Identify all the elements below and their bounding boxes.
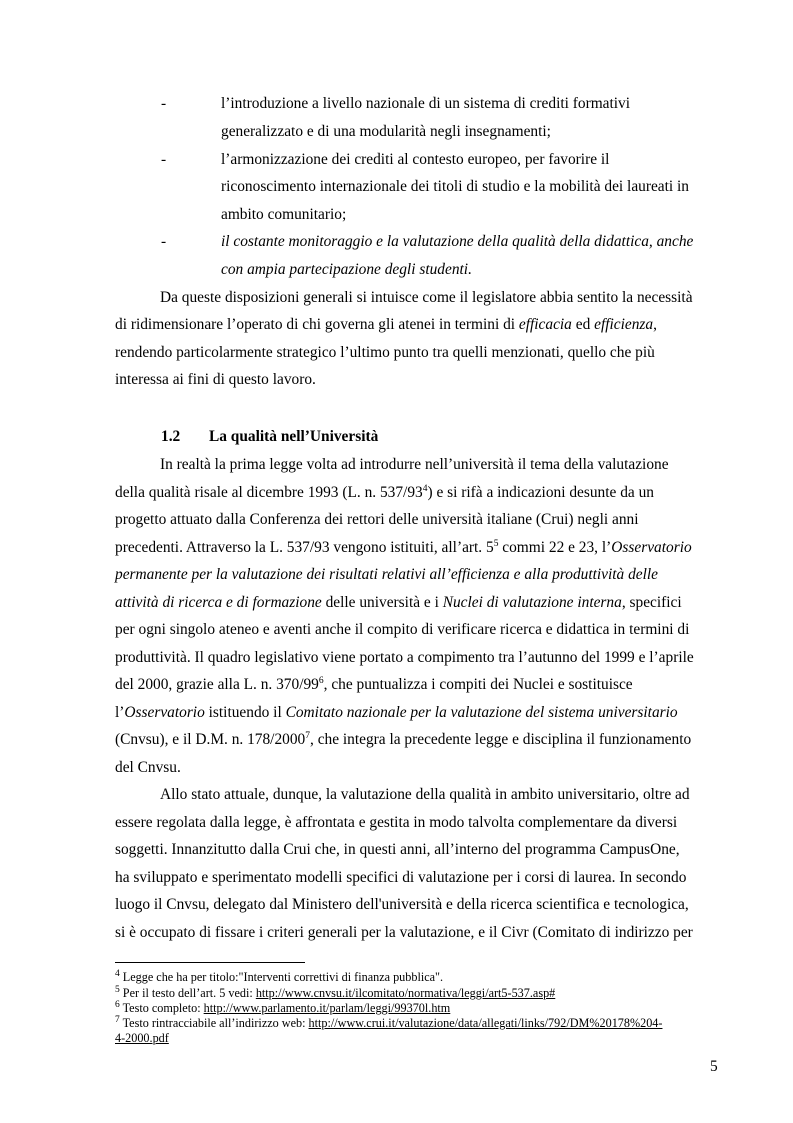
p2-line-10: l’Osservatorio istituendo il Comitato nazionale per la valutazione del sistema universitario xyxy=(115,704,678,721)
p2-line-12: del Cnvsu. xyxy=(115,759,181,776)
footnote-ref-5: 5 xyxy=(493,538,499,549)
bullet-2-line-1: l’armonizzazione dei crediti al contesto europeo, per favorire il xyxy=(221,151,610,168)
p2-line-3: progetto attuato dalla Conferenza dei rettori delle università italiane (Crui) negli anni xyxy=(115,511,639,528)
footnote-7: $^7$ Testo rintracciabile all’indirizzo web: http://www.crui.it/valutazione/data/allegati/links/792/DM%20178%204- xyxy=(115,1014,663,1030)
p2-line-9: del 2000, grazie alla L. n. $370/99^6$, che puntualizza i compiti dei Nuclei e sostituisce xyxy=(115,675,633,693)
bullet-2-line-3: ambito comunitario; xyxy=(221,206,347,223)
bullet-2-line-2: riconoscimento internazionale dei titoli di studio e la mobilità dei laureati in xyxy=(221,178,690,195)
footnote-7-link[interactable]: http://www.crui.it/valutazione/data/allegati/links/792/DM%20178%204- xyxy=(308,1016,663,1030)
p2-line-11: (Cnvsu), e il D.M. n. 178/2000$^7$, che integra la precedente legge e disciplina il funzionamento xyxy=(115,730,692,748)
bullet-3-line-2: con ampia partecipazione degli studenti. xyxy=(221,261,472,278)
footnote-6-link[interactable]: http://www.parlamento.it/parlam/leggi/99370l.htm xyxy=(203,1001,451,1015)
footnote-ref-6: 6 xyxy=(318,675,324,686)
footnote-separator xyxy=(115,962,305,963)
bullet-1-line-2: generalizzato e di una modularità negli insegnamenti; xyxy=(221,123,551,140)
bullet-dash: - xyxy=(161,151,167,168)
footnote-6: $^6$ Testo completo: http://www.parlamento.it/parlam/leggi/99370l.htm xyxy=(115,999,451,1015)
footnote-7-continued xyxy=(115,1031,169,1046)
section-number: 1.2 xyxy=(161,428,181,445)
bullet-dash: - xyxy=(161,95,167,112)
p1-line-4: interessa ai fini di questo lavoro. xyxy=(115,371,316,388)
p3-line-5: luogo il Cnvsu, delegato dal Ministero dell'università e della ricerca scientifica e tecnologica, xyxy=(115,896,689,913)
p3-line-2: essere regolata dalla legge, è affrontata e gestita in modo talvolta complementare da diversi xyxy=(115,814,678,831)
bullet-3-line-1: il costante monitoraggio e la valutazione della qualità della didattica, anche xyxy=(221,233,694,250)
p3-line-3: soggetti. Innanzitutto dalla Crui che, in questi anni, all’interno del programma CampusOne, xyxy=(115,841,680,858)
p1-line-1: Da queste disposizioni generali si intuisce come il legislatore abbia sentito la necessità xyxy=(160,289,693,306)
p1-line-2: di ridimensionare l’operato di chi governa gli atenei in termini di efficacia ed efficienza, xyxy=(115,316,657,333)
p2-line-7: per ogni singolo ateneo e aventi anche il compito di verificare ricerca e didattica in termini di xyxy=(115,621,690,638)
p2-line-6: attività di ricerca e di formazione delle università e i Nuclei di valutazione interna, specifici xyxy=(115,594,682,611)
page-number: 5 xyxy=(710,1058,718,1075)
footnote-5-link[interactable]: http://www.cnvsu.it/ilcomitato/normativa/leggi/art5-537.asp# xyxy=(255,986,556,1000)
footnote-ref-7: 7 xyxy=(305,730,310,741)
footnote-7-link-continued[interactable]: 4-2000.pdf xyxy=(115,1031,169,1045)
p2-line-5: permanente per la valutazione dei risultati relativi all’efficienza e alla produttività delle xyxy=(115,566,658,583)
section-title: La qualità nell’Università xyxy=(209,428,379,445)
p2-line-2: della qualità risale al dicembre 1993 (L. n. $537/93^4$) e si rifà a indicazioni desunte da un xyxy=(115,483,654,501)
p2-line-8: produttività. Il quadro legislativo viene portato a compimento tra l’autunno del 1999 e l’aprile xyxy=(115,649,694,666)
footnote-4: $^4$ Legge che ha per titolo:"Interventi correttivi di finanza pubblica". xyxy=(115,968,444,984)
footnote-ref-4: 4 xyxy=(422,483,428,494)
p3-line-1: Allo stato attuale, dunque, la valutazione della qualità in ambito universitario, oltre ad xyxy=(160,786,690,803)
bullet-dash: - xyxy=(161,233,167,250)
p3-line-6: si è occupato di fissare i criteri generali per la valutazione, e il Civr (Comitato di indirizzo per xyxy=(115,924,693,941)
p3-line-4: ha sviluppato e sperimentato modelli specifici di valutazione per i corsi di laurea. In secondo xyxy=(115,869,687,886)
bullet-1-line-1: l’introduzione a livello nazionale di un sistema di crediti formativi xyxy=(221,95,631,112)
footnote-5: $^5$ Per il testo dell’art. 5 vedi: http://www.cnvsu.it/ilcomitato/normativa/leggi/art5-537.asp# xyxy=(115,984,556,1000)
p2-line-4: precedenti. Attraverso la L. 537/93 vengono istituiti, all’art. $5^5$ commi 22 e 23, l’Osservatorio xyxy=(115,538,692,556)
p2-line-1: In realtà la prima legge volta ad introdurre nell’università il tema della valutazione xyxy=(160,456,669,473)
p1-line-3: rendendo particolarmente strategico l’ultimo punto tra quelli menzionati, quello che più xyxy=(115,344,655,361)
